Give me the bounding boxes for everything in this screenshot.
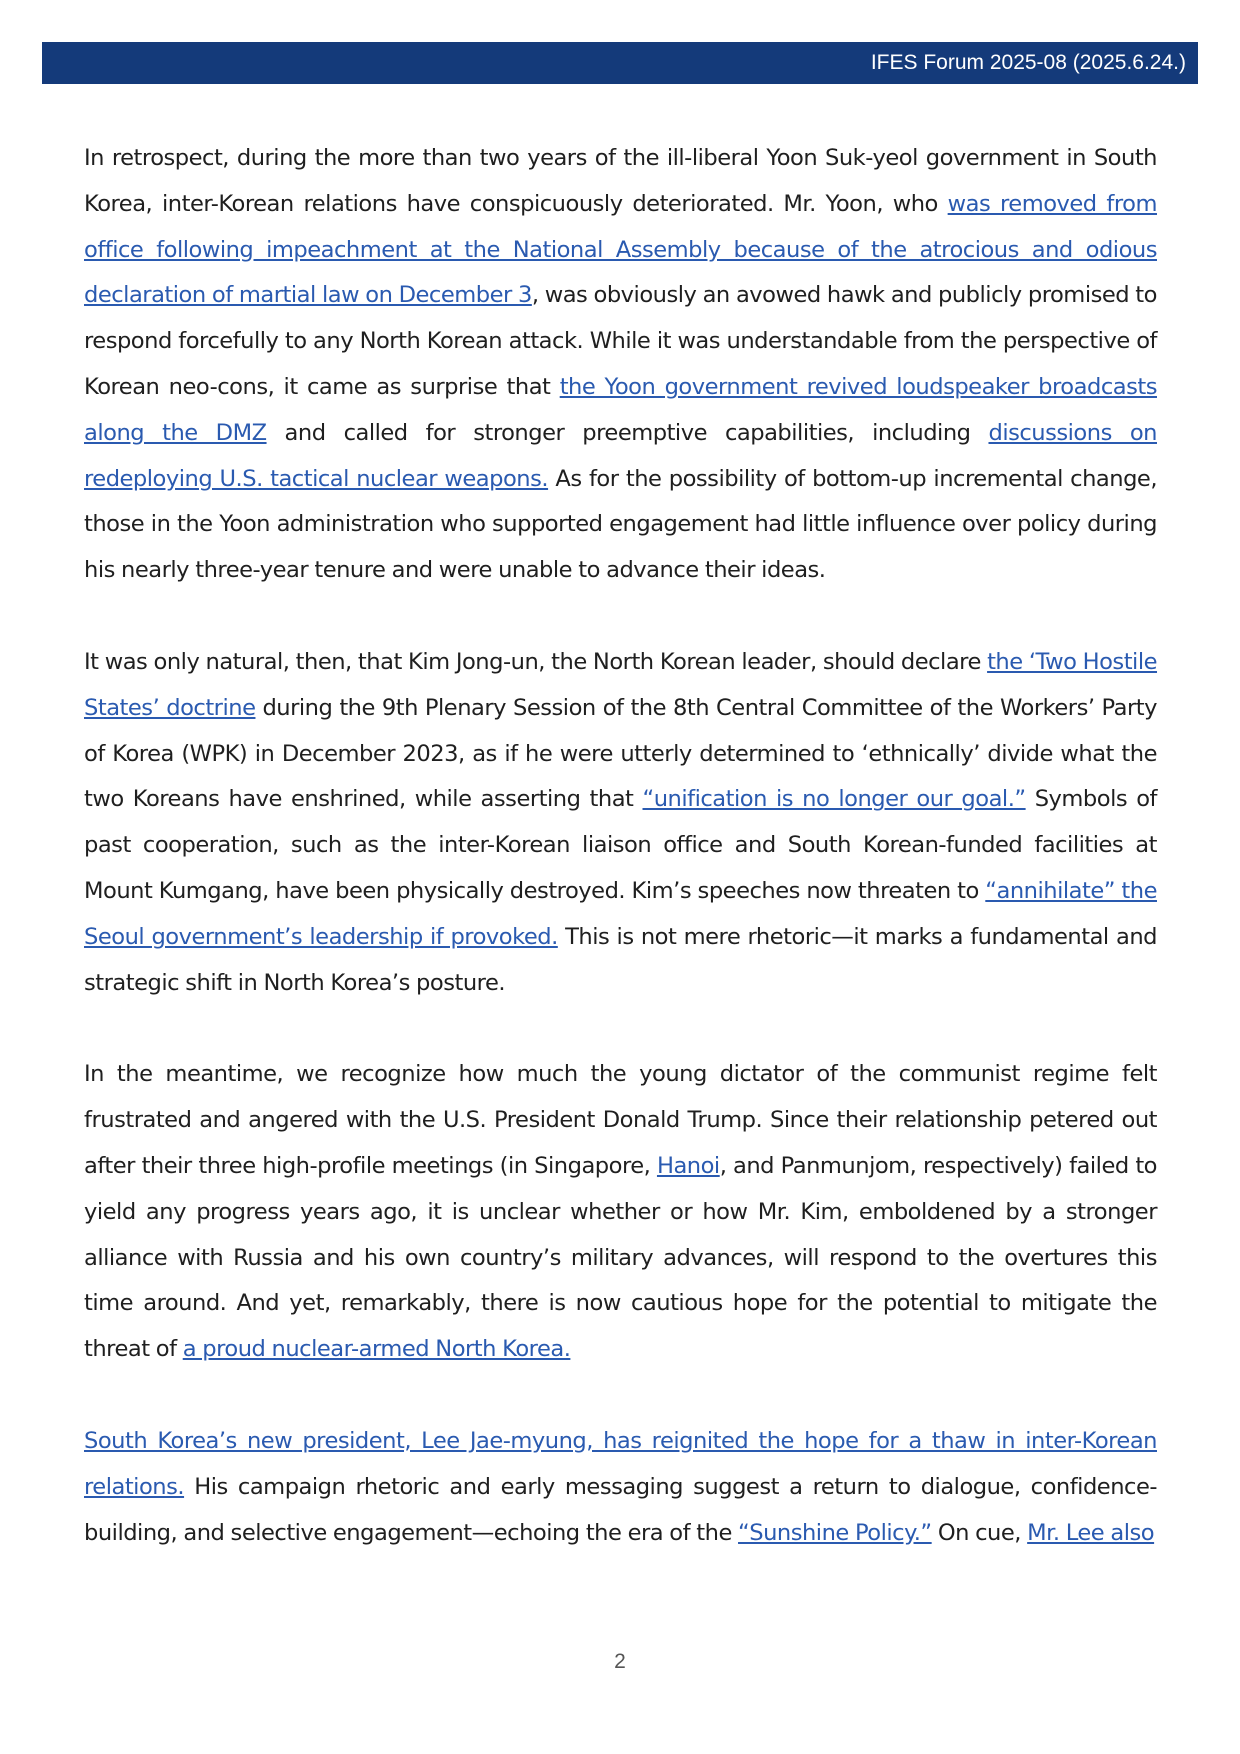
inline-link[interactable]: Hanoi xyxy=(656,1152,720,1179)
paragraph-text: In the meantime, we recognize how much the young dictator of the communist regime felt frustrated and angered with the U.S. President Donald Trump. Since their relationship petered out after their three high-profile meetings (in Singapore, xyxy=(84,1061,1157,1179)
paragraph-4 xyxy=(84,1419,1157,1556)
paragraph-text: and called for stronger preemptive capabilities, including xyxy=(266,419,989,446)
paragraph-text: , and Panmunjom, respectively) failed to yield any progress years ago, it is unclear whether or how Mr. Kim, emboldened by a stronger alliance with Russia and his own country’s military advances, will respond to the overtures this time around. And yet, remarkably, there is now cautious hope for the potential to mitigate the threat of xyxy=(84,1152,1158,1363)
inline-link[interactable]: the ‘Two Hostile States’ doctrine xyxy=(84,648,1158,721)
paragraph-text: during the 9th Plenary Session of the 8th Central Committee of the Workers’ Party of Korea (WPK) in December 2023, as if he were utterly determined to ‘ethnically’ divide what the two Koreans have enshrined, while asserting that xyxy=(84,694,1157,813)
paragraph-text: As for the possibility of bottom-up incremental change, those in the Yoon administration who supported engagement had little influence over policy during his nearly three-year tenure and were unable to advance their ideas. xyxy=(84,465,1157,584)
header-title: IFES Forum 2025-08 (2025.6.24.) xyxy=(870,51,1186,74)
inline-link[interactable]: the Yoon government revived loudspeaker broadcasts along the DMZ xyxy=(84,373,1157,446)
paragraph-text: His campaign rhetoric and early messaging suggest a return to dialogue, confidence-building, and selective engagement—echoing the era of the xyxy=(84,1473,1157,1546)
inline-link[interactable]: was removed from office following impeachment at the National Assembly because of the atrocious and odious declaration of martial law on December 3 xyxy=(84,190,1157,309)
inline-link[interactable]: Mr. Lee also xyxy=(1027,1519,1155,1546)
page-number: 2 xyxy=(614,1650,626,1673)
paragraph-text: Symbols of past cooperation, such as the inter-Korean liaison office and South Korean-funded facilities at Mount Kumgang, have been physically destroyed. Kim’s speeches now threaten to xyxy=(84,786,1158,904)
article-body xyxy=(84,136,1157,1602)
paragraph-text: , was obviously an avowed hawk and publicly promised to respond forcefully to any North Korean attack. While it was understandable from the perspective of Korean neo-cons, it came as surprise that xyxy=(84,282,1157,400)
header-bar xyxy=(42,42,1198,84)
inline-link[interactable]: “annihilate” the Seoul government’s leadership if provoked. xyxy=(84,877,1157,950)
paragraph-text: On cue, xyxy=(931,1519,1028,1546)
inline-link[interactable]: “unification is no longer our goal.” xyxy=(642,786,1026,813)
paragraph-3 xyxy=(84,1052,1157,1373)
paragraph-1 xyxy=(84,136,1157,594)
inline-link[interactable]: discussions on redeploying U.S. tactical nuclear weapons. xyxy=(84,419,1157,492)
inline-link[interactable]: “Sunshine Policy.” xyxy=(738,1519,932,1546)
paragraph-text: This is not mere rhetoric—it marks a fundamental and strategic shift in North Korea’s posture. xyxy=(84,923,1157,996)
inline-link[interactable]: a proud nuclear-armed North Korea. xyxy=(182,1336,571,1363)
paragraph-text: In retrospect, during the more than two years of the ill-liberal Yoon Suk-yeol government in South Korea, inter-Korean relations have conspicuously deteriorated. Mr. Yoon, who xyxy=(84,145,1157,217)
paragraph-2 xyxy=(84,640,1157,1006)
paragraph-text: It was only natural, then, that Kim Jong-un, the North Korean leader, should declare xyxy=(84,648,988,675)
inline-link[interactable]: South Korea’s new president, Lee Jae-myung, has reignited the hope for a thaw in inter-Korean relations. xyxy=(84,1427,1157,1500)
